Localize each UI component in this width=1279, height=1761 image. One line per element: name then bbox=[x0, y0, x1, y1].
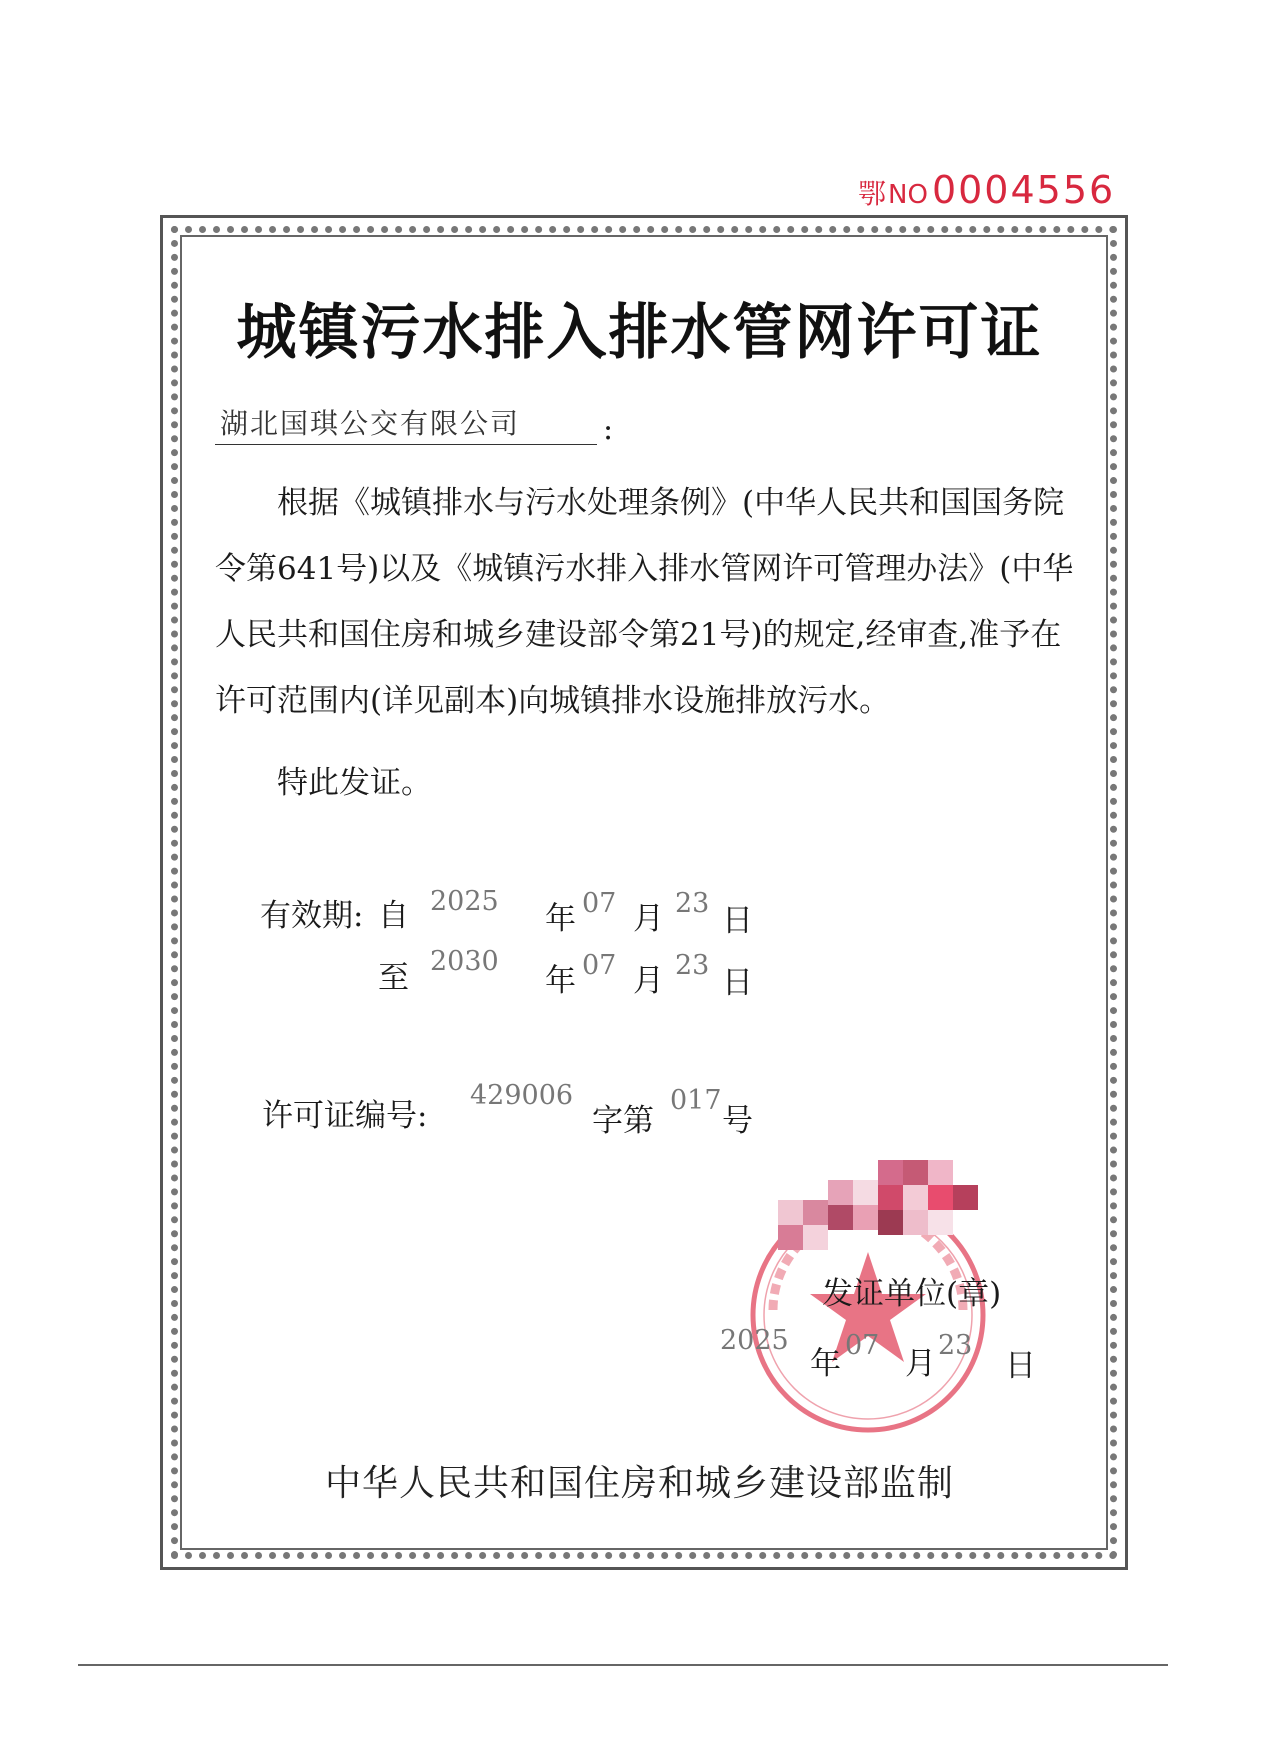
license-suffix: 号 bbox=[722, 1103, 753, 1139]
issue-day: 23 bbox=[938, 1330, 973, 1361]
serial-prefix: 鄂 bbox=[858, 177, 887, 210]
validity-from-month: 07 bbox=[582, 888, 617, 919]
year-unit: 年 bbox=[545, 901, 576, 937]
validity-to-month: 07 bbox=[582, 950, 617, 981]
scan-edge-line bbox=[78, 1664, 1168, 1666]
license-label: 许可证编号: bbox=[262, 1098, 428, 1134]
month-unit: 月 bbox=[633, 901, 664, 937]
supervisor-footer: 中华人民共和国住房和城乡建设部监制 bbox=[324, 1463, 954, 1504]
year-unit: 年 bbox=[810, 1346, 841, 1382]
serial-value: 0004556 bbox=[931, 168, 1116, 212]
body-paragraph: 根据《城镇排水与污水处理条例》(中华人民共和国国务院令第641号)以及《城镇污水排入排水管网许可管理办法》(中华人民共和国住房和城乡建设部令第21号)的规定,经审查,准予在许可范围内(详见副本)向城镇排水设施排放污水。 bbox=[215, 485, 1074, 719]
validity-to-day: 23 bbox=[675, 950, 710, 981]
redacted-seal-mosaic bbox=[778, 1160, 978, 1260]
day-unit: 日 bbox=[1005, 1348, 1036, 1384]
serial-number bbox=[858, 168, 1115, 212]
company-colon: : bbox=[603, 412, 614, 447]
closing-line: 特此发证。 bbox=[277, 765, 432, 801]
serial-no-label: NO bbox=[888, 180, 928, 210]
month-unit: 月 bbox=[905, 1346, 936, 1382]
certificate-title: 城镇污水排入排水管网许可证 bbox=[236, 298, 1043, 368]
validity-from-label: 自 bbox=[378, 898, 409, 934]
issue-month: 07 bbox=[845, 1330, 880, 1361]
day-unit: 日 bbox=[722, 965, 753, 1001]
license-seq: 017 bbox=[670, 1085, 722, 1116]
year-unit: 年 bbox=[545, 963, 576, 999]
issue-year: 2025 bbox=[720, 1325, 789, 1356]
validity-from-day: 23 bbox=[675, 888, 710, 919]
month-unit: 月 bbox=[633, 963, 664, 999]
issuer-label: 发证单位(章) bbox=[822, 1276, 1002, 1312]
validity-label: 有效期: bbox=[260, 898, 364, 934]
validity-from-year: 2025 bbox=[430, 886, 499, 917]
license-char: 字第 bbox=[592, 1103, 654, 1139]
license-code: 429006 bbox=[470, 1080, 574, 1111]
company-name: 湖北国琪公交有限公司 bbox=[220, 407, 521, 440]
company-underline bbox=[215, 444, 597, 445]
validity-to-year: 2030 bbox=[430, 946, 499, 977]
validity-to-label: 至 bbox=[378, 960, 409, 996]
day-unit: 日 bbox=[722, 903, 753, 939]
